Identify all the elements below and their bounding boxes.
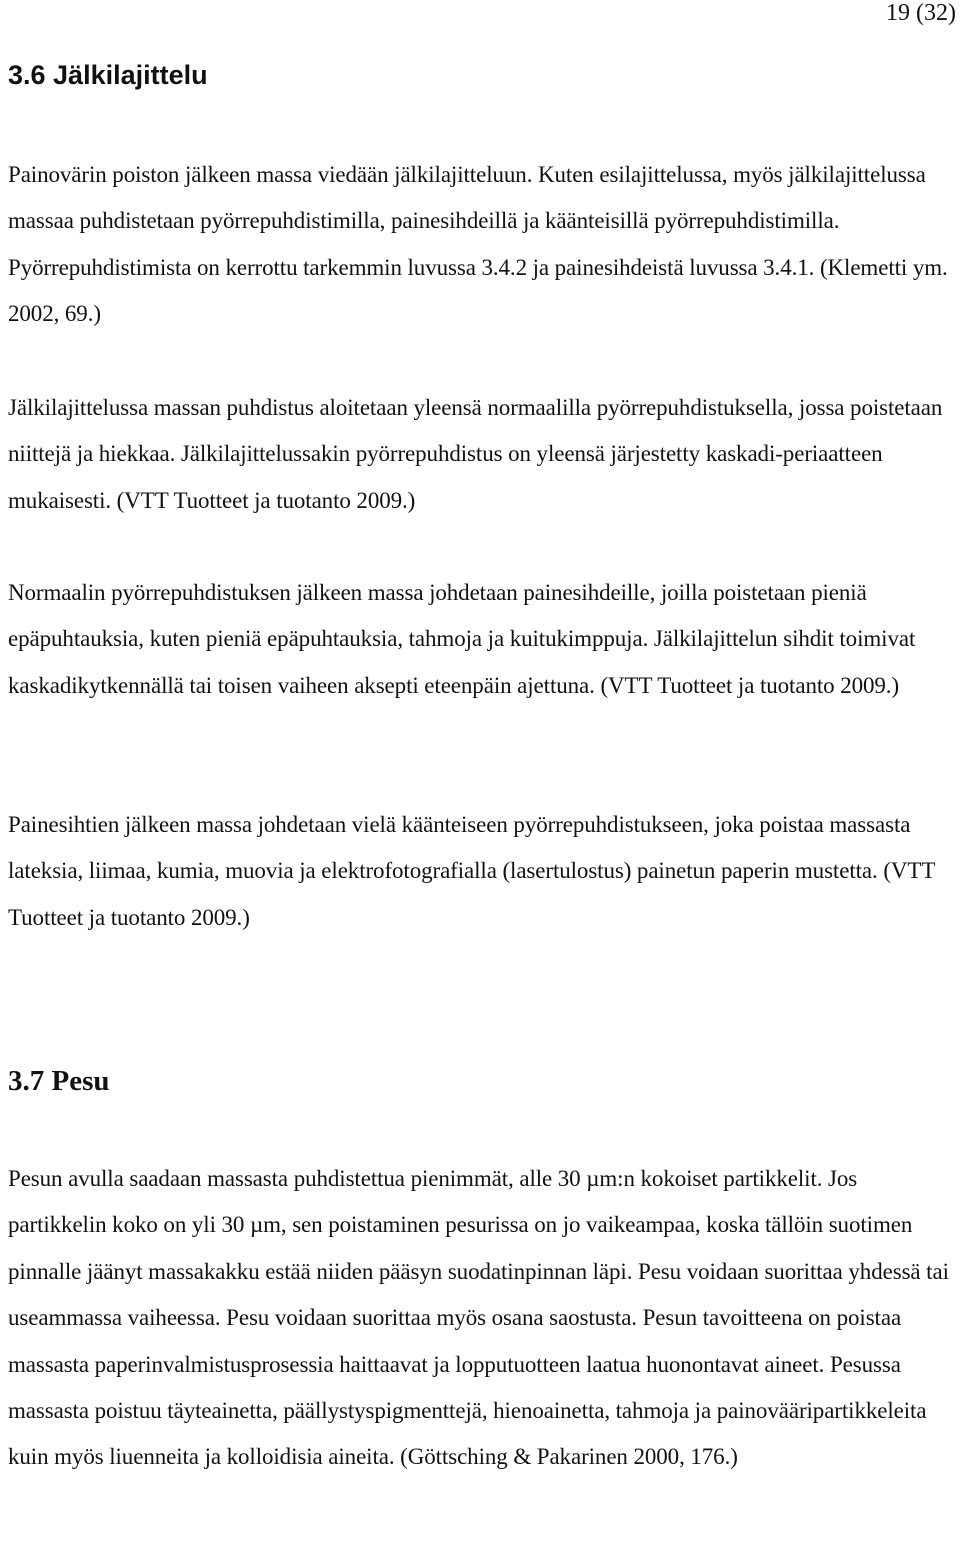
paragraph: Painesihtien jälkeen massa johdetaan vielä käänteiseen pyörrepuhdistukseen, joka poistaa massasta lateksia, liimaa, kumia, muovia ja elektrofotografialla (lasertulostus) painetun paperin mustetta. (VTT Tuotteet ja tuotanto 2009.) — [8, 812, 935, 930]
paragraph: Normaalin pyörrepuhdistuksen jälkeen massa johdetaan painesihdeille, joilla poistetaan pieniä epäpuhtauksia, kuten pieniä epäpuhtauksia, tahmoja ja kuitukimppuja. Jälkilajittelun sihdit toimivat kaskadikytkennällä tai toisen vaiheen aksepti eteenpäin ajettuna. (VTT Tuotteet ja tuotanto 2009.) — [8, 580, 916, 698]
page-number: 19 (32) — [886, 0, 956, 26]
paragraph: Painovärin poiston jälkeen massa viedään jälkilajitteluun. Kuten esilajittelussa, myös jälkilajittelussa massaa puhdistetaan pyörrepuhdistimilla, painesihdeillä ja käänteisillä pyörrepuhdistimilla. Pyörrepuhdistimista on kerrottu tarkemmin luvussa 3.4.2 ja painesihdeistä luvussa 3.4.1. (Klemetti ym. 2002, 69.) — [8, 162, 948, 327]
section-heading-3-6: 3.6 Jälkilajittelu — [8, 60, 208, 90]
paragraph: Pesun avulla saadaan massasta puhdistettua pienimmät, alle 30 µm:n kokoiset partikkelit. Jos partikkelin koko on yli 30 µm, sen poistaminen pesurissa on jo vaikeampaa, koska tällöin suotimen pinnalle jäänyt massakakku estää niiden pääsyn suodatinpinnan läpi. Pesu voidaan suorittaa yhdessä tai useammassa vaiheessa. Pesu voidaan suorittaa myös osana saostusta. Pesun tavoitteena on poistaa massasta paperinvalmistusprosessia haittaavat ja lopputuotteen laatua huonontavat aineet. Pesussa massasta poistuu täyteainetta, päällystyspigmenttejä, hienoainetta, tahmoja ja painovääripartikkeleita kuin myös liuenneita ja kolloidisia aineita. (Göttsching & Pakarinen 2000, 176.) — [8, 1166, 949, 1470]
section-heading-3-7: 3.7 Pesu — [8, 1065, 110, 1097]
paragraph: Jälkilajittelussa massan puhdistus aloitetaan yleensä normaalilla pyörrepuhdistuksella, jossa poistetaan niittejä ja hiekkaa. Jälkilajittelussakin pyörrepuhdistus on yleensä järjestetty kaskadi-periaatteen mukaisesti. (VTT Tuotteet ja tuotanto 2009.) — [8, 395, 943, 513]
